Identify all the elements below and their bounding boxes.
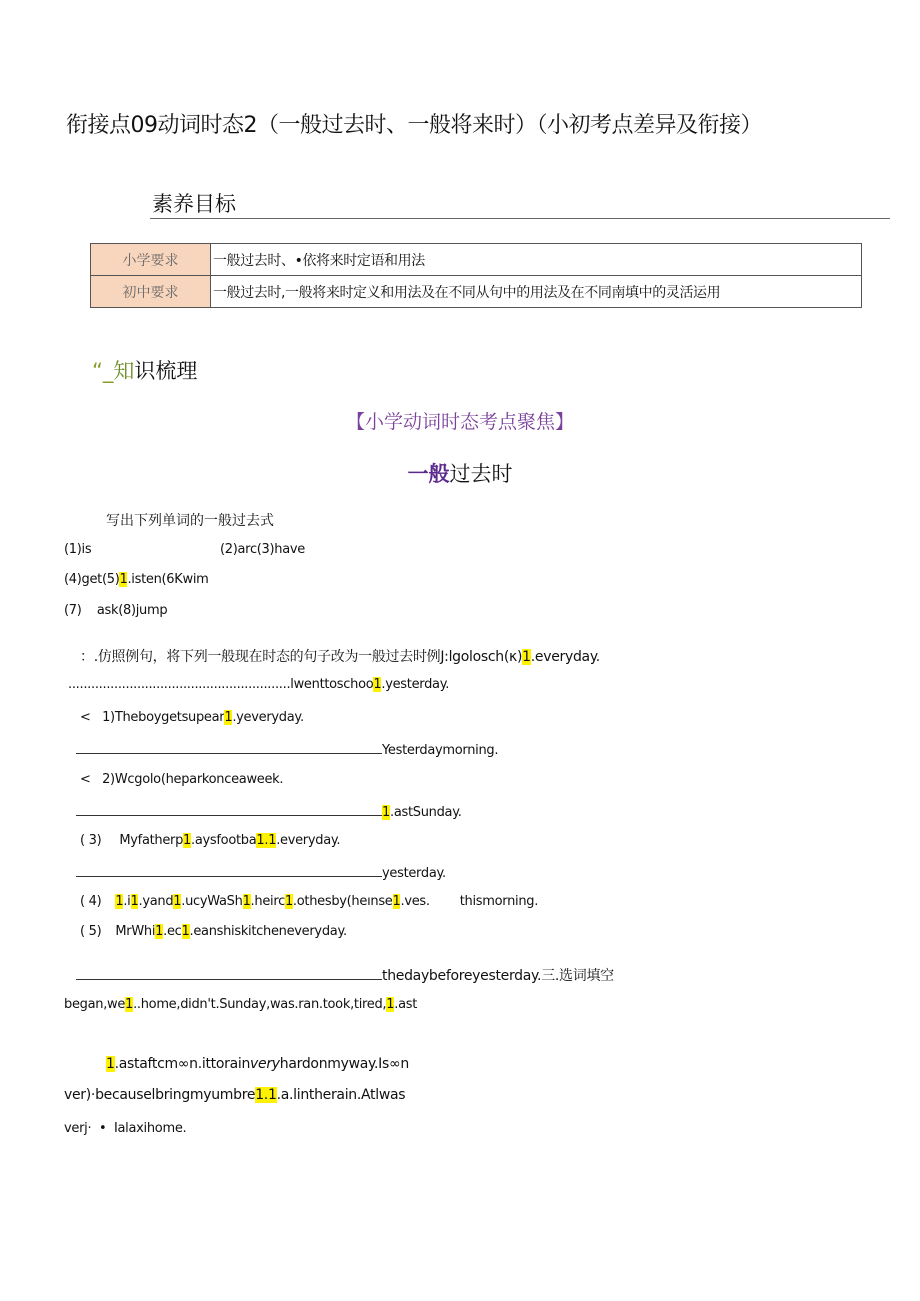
highlight: 1 bbox=[386, 997, 395, 1012]
text: (4)get(5) bbox=[64, 572, 120, 587]
text: .aysfootba bbox=[191, 833, 257, 848]
text: .yeveryday. bbox=[232, 710, 304, 725]
text: lwenttoschoo bbox=[290, 677, 374, 692]
question-number: < 1) bbox=[80, 710, 115, 725]
highlight: 1 bbox=[382, 805, 390, 820]
section-heading-fill-in: 三.选词填空 bbox=[541, 968, 614, 984]
text: MrWhi bbox=[115, 924, 156, 939]
text: .astSunday. bbox=[389, 805, 462, 820]
heading-divider bbox=[150, 218, 890, 219]
exercise1-row bbox=[64, 572, 209, 587]
highlight: 1.1 bbox=[255, 1087, 277, 1103]
tense-heading bbox=[0, 458, 920, 488]
question-number: ( 5) bbox=[80, 924, 102, 939]
highlight: 1 bbox=[522, 649, 531, 665]
text: .ec bbox=[163, 924, 182, 939]
requirement-label: 初中要求 bbox=[91, 276, 211, 308]
text: very bbox=[250, 1056, 280, 1072]
goal-heading: 素养目标 bbox=[152, 192, 236, 216]
text: .eanshiskitcheneveryday. bbox=[189, 924, 347, 939]
text: Wcgolo(heparkonceaweek. bbox=[114, 772, 284, 787]
section-first-char: 知 bbox=[113, 359, 135, 383]
question-5 bbox=[80, 924, 347, 939]
highlight: 1 bbox=[119, 572, 128, 587]
word-bank bbox=[64, 997, 417, 1012]
answer-blank[interactable] bbox=[76, 864, 382, 877]
answer-blank[interactable] bbox=[76, 741, 382, 754]
table-row bbox=[91, 244, 862, 276]
requirement-text: 一般过去时,一般将来时定义和用法及在不同从句中的用法及在不同南填中的灵活运用 bbox=[211, 276, 862, 308]
highlight: 1 bbox=[373, 677, 382, 692]
text: Yesterdaymorning. bbox=[382, 743, 499, 758]
section-mark: “_ bbox=[92, 359, 114, 383]
highlight: 1 bbox=[392, 894, 401, 909]
passage-line bbox=[106, 1056, 409, 1072]
answer-line-2 bbox=[76, 803, 462, 820]
highlight: 1 bbox=[181, 924, 190, 939]
example-answer bbox=[68, 677, 449, 692]
text: began,we bbox=[64, 997, 126, 1012]
table-row bbox=[91, 276, 862, 308]
question-2 bbox=[80, 772, 283, 787]
text: .heirc bbox=[250, 894, 285, 909]
document-title: 衔接点09动词时态2（一般过去时、一般将来时）（小初考点差异及衔接） bbox=[66, 113, 762, 138]
exercise1-instruction: 写出下列单词的一般过去式 bbox=[106, 513, 274, 529]
exercise1-row: (1)is bbox=[64, 542, 92, 557]
question-1 bbox=[80, 710, 304, 725]
text: .everyday. bbox=[530, 649, 600, 665]
subheading: 【小学动词时态考点聚焦】 bbox=[345, 411, 574, 433]
requirement-label: 小学要求 bbox=[91, 244, 211, 276]
requirements-table bbox=[90, 243, 862, 308]
tense-heading-bold: 一般 bbox=[407, 462, 450, 486]
text: .yesterday. bbox=[381, 677, 450, 692]
question-number: ( 4) bbox=[80, 894, 102, 909]
text: thedaybeforeyesterday. bbox=[382, 968, 542, 984]
highlight: 1 bbox=[284, 894, 293, 909]
answer-blank[interactable] bbox=[76, 803, 382, 816]
highlight: 1 bbox=[242, 894, 251, 909]
text: ver)·becauselbringmyumbre bbox=[64, 1087, 256, 1103]
text: .othesby(heınse bbox=[292, 894, 393, 909]
highlight: 1 bbox=[125, 997, 134, 1012]
question-4 bbox=[80, 894, 538, 909]
text: .isten(6Kwim bbox=[127, 572, 209, 587]
exercise1-row: (7) ask(8)jump bbox=[64, 603, 168, 618]
highlight: 1 bbox=[115, 894, 124, 909]
text: .yand bbox=[138, 894, 174, 909]
text: ..home,didn't.Sunday,was.ran.took,tired, bbox=[133, 997, 387, 1012]
text: .ves. bbox=[400, 894, 430, 909]
text: .astaftcm∞n.ittorain bbox=[114, 1056, 251, 1072]
text: Theboygetsupear bbox=[114, 710, 225, 725]
highlight: 1 bbox=[173, 894, 182, 909]
highlight: 1 bbox=[183, 833, 192, 848]
question-number: < 2) bbox=[80, 772, 115, 787]
highlight: 1 bbox=[130, 894, 139, 909]
text: yesterday. bbox=[382, 866, 446, 881]
requirement-text: 一般过去时、•依将来时定语和用法 bbox=[211, 244, 862, 276]
answer-blank[interactable] bbox=[76, 967, 382, 980]
dotted-blank: .......................................................... bbox=[68, 677, 291, 692]
question-number: ( 3) bbox=[80, 833, 102, 848]
text: thismorning. bbox=[459, 894, 539, 909]
highlight: 1 bbox=[224, 710, 233, 725]
exercise1-row: (2)arc(3)have bbox=[220, 542, 305, 557]
answer-line-1 bbox=[76, 741, 498, 758]
tense-heading-rest: 过去时 bbox=[449, 462, 513, 486]
text: .everyday. bbox=[276, 833, 341, 848]
text: .ast bbox=[394, 997, 418, 1012]
passage-line bbox=[64, 1087, 405, 1103]
text: ：.仿照例句，将下列一般现在时态的句子改为一般过去时例J:lgolosch(κ) bbox=[80, 649, 523, 665]
exercise2-instruction bbox=[80, 646, 600, 666]
section-heading-knowledge bbox=[92, 355, 197, 385]
passage-line: verj· • Ialaxihome. bbox=[64, 1121, 187, 1136]
text: hardonmyway.Is∞n bbox=[279, 1056, 409, 1072]
section-heading-text: 识梳理 bbox=[134, 359, 198, 383]
question-3 bbox=[80, 833, 340, 848]
text: Myfatherp bbox=[119, 833, 184, 848]
highlight: 1.1 bbox=[256, 833, 277, 848]
highlight: 1 bbox=[155, 924, 164, 939]
text: .i bbox=[123, 894, 131, 909]
highlight: 1 bbox=[106, 1056, 115, 1072]
text: .a.lintherain.Atlwas bbox=[276, 1087, 406, 1103]
text: .ucyWaSh bbox=[181, 894, 243, 909]
answer-line-3 bbox=[76, 864, 446, 881]
answer-line-5 bbox=[76, 965, 614, 985]
